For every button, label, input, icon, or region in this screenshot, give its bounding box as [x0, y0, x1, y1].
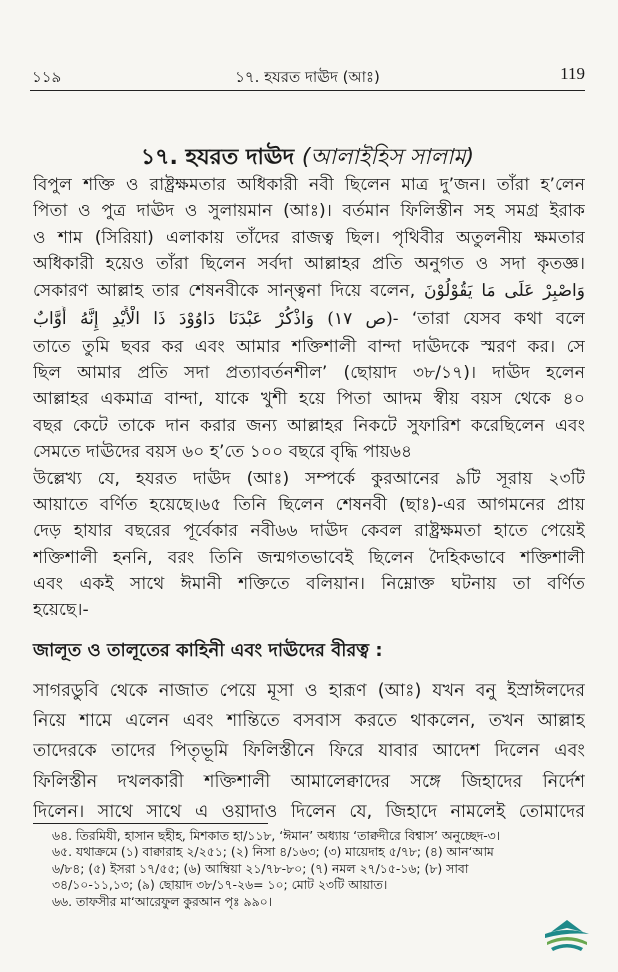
arabic-verse: وَاصْبِرْ عَلَى مَا يَقُوْلُوْنَ [424, 280, 585, 301]
page-number-bangla: ১১৯ [32, 68, 62, 86]
text-line: সেমতে দাঊদের বয়স ৬০ হ’তে ১০০ বছরে বৃদ্ধি পায়৬৪ [33, 442, 413, 463]
chapter-title-main: ১৭. হযরত দাঊদ [140, 145, 295, 170]
text-line: সাগরডুবি থেকে নাজাত পেয়ে মূসা ও হারূণ (আঃ) যখন বনু ইস্রাঈলদের [33, 681, 585, 701]
text-line: দেড় হাযার বছরের পূর্বেকার নবী৬৬ দাঊদ কেবল রাষ্ট্রক্ষমতা হাতে পেয়েই [33, 521, 585, 542]
text-line-with-arabic [33, 278, 585, 306]
text-line: ছিল আমার প্রতি সদা প্রত্যাবর্তনশীল’ (ছোয়াদ ৩৮/১৭)। দাঊদ হলেন [33, 362, 585, 383]
section-subheading: জালূত ও তালূতের কাহিনী এবং দাঊদের বীরত্ব : [33, 640, 383, 661]
text-line: তাদেরকে তাদের পিতৃভূমি ফিলিস্তীনে ফিরে যাবার আদেশ দিলেন এবং [33, 741, 585, 762]
footnotes [52, 828, 582, 910]
text-line: আয়াতে বর্ণিত হয়েছে।৬৫ তিনি ছিলেন শেষনবী (ছাঃ)-এর আগমনের প্রায় [33, 494, 585, 515]
text-line: বছর কেটে তাকে দান করার জন্য আল্লাহর নিকটে সুফারিশ করেছিলেন এবং [33, 415, 585, 436]
text-line: তাতে তুমি ছবর কর এবং আমার শক্তিশালী বান্দা দাঊদকে স্মরণ কর। সে [33, 336, 585, 357]
text-line: উল্লেখ্য যে, হযরত দাঊদ (আঃ) সম্পর্কে কুরআনের ৯টি সূরায় ২৩টি [33, 468, 585, 489]
text-line: এবং একই সাথে ঈমানী শক্তিতে বলিয়ান। নিম্নোক্ত ঘটনায় তা বর্ণিত [33, 574, 585, 595]
text-line: বিপুল শক্তি ও রাষ্ট্রক্ষমতার অধিকারী নবী ছিলেন মাত্র দু’জন। তাঁরা হ’লেন [33, 175, 585, 195]
text-line: আল্লাহর একমাত্র বান্দা, যাকে খুশী হয়ে পিতা আদম স্বীয় বয়স থেকে ৪০ [33, 389, 585, 410]
text-line-with-arabic [33, 306, 585, 334]
text-line: ফিলিস্তীন দখলকারী শক্তিশালী আমালেক্বাদের সঙ্গে জিহাদের নির্দেশ [33, 771, 585, 792]
text-line: ও শাম (সিরিয়া) এলাকায় তাঁদের রাজত্ব ছিল। পৃথিবীর অতুলনীয় ক্ষমতার [33, 227, 585, 248]
footnote: ৬৬. তাফসীর মা‘আরেফুল কুরআন পৃঃ ৯৯০। [52, 893, 273, 909]
paragraph-intro [33, 172, 585, 624]
text-line: শক্তিশালী হননি, বরং তিনি জন্মগতভাবেই ছিলেন দৈহিকভাবে শক্তিশালী [33, 547, 585, 568]
bangla-text: ‘তারা যেসব কথা বলে [411, 308, 585, 329]
footnote: ৩৪/১০-১১,১৩; (৯) ছোয়াদ ৩৮/১৭-২৬= ১০; মোট ২৩টি আয়াত। [52, 877, 388, 893]
text-line: অধিকারী হয়েও তাঁরা ছিলেন সর্বদা আল্লাহর প্রতি অনুগত ও সদা কৃতজ্ঞ। [33, 254, 585, 275]
footnote: ৬৪. তিরমিযী, হাসান ছহীহ, মিশকাত হা/১১৮, ‘ঈমান’ অধ্যায় ‘তাক্বদীরে বিশ্বাস’ অনুচ্ছেদ-৩। [52, 828, 501, 843]
page-number-latin: 119 [560, 64, 585, 83]
footnote: ৬৫. যথাক্রমে (১) বাক্বারাহ ২/২৫১; (২) নিসা ৪/১৬৩; (৩) মায়েদাহ ৫/৭৮; (৪) আন‘আম [52, 844, 494, 860]
text-line: হয়েছে।- [33, 600, 89, 621]
quran-reference: -(ص ١٧) [327, 308, 399, 329]
footnote-divider [33, 823, 268, 824]
footnote: ৬/৮৪; (৫) ইসরা ১৭/৫৫; (৬) আম্বিয়া ২১/৭৮-৮০; (৭) নমল ২৭/১৫-১৬; (৮) সাবা [52, 860, 469, 876]
text-line: নিয়ে শামে এলেন এবং শান্তিতে বসবাস করতে থাকলেন, তখন আল্লাহ [33, 711, 585, 732]
paragraph-story [33, 676, 585, 827]
chapter-title-suffix: (আলাইহিস সালাম) [301, 145, 475, 170]
text-line: দিলেন। সাথে সাথে এ ওয়াদাও দিলেন যে, জিহাদে নামলেই তোমাদের [33, 801, 585, 822]
publisher-logo-icon [537, 916, 597, 956]
text-line: পিতা ও পুত্র দাঊদ ও সুলায়মান (আঃ)। বর্তমান ফিলিস্তীন সহ সমগ্র ইরাক [33, 201, 585, 222]
arabic-verse: وَاذْكُرْ عَبْدَنَا دَاوُوْدَ ذَا الْأَيْدِ إِنَّهُ أَوَّابٌ [33, 308, 314, 329]
running-title: ১৭. হযরত দাঊদ (আঃ) [235, 68, 380, 86]
running-header [30, 62, 585, 91]
bangla-text: সেকারণ আল্লাহ তার শেষনবীকে সান্ত্বনা দিয়ে বলেন, [33, 280, 416, 301]
